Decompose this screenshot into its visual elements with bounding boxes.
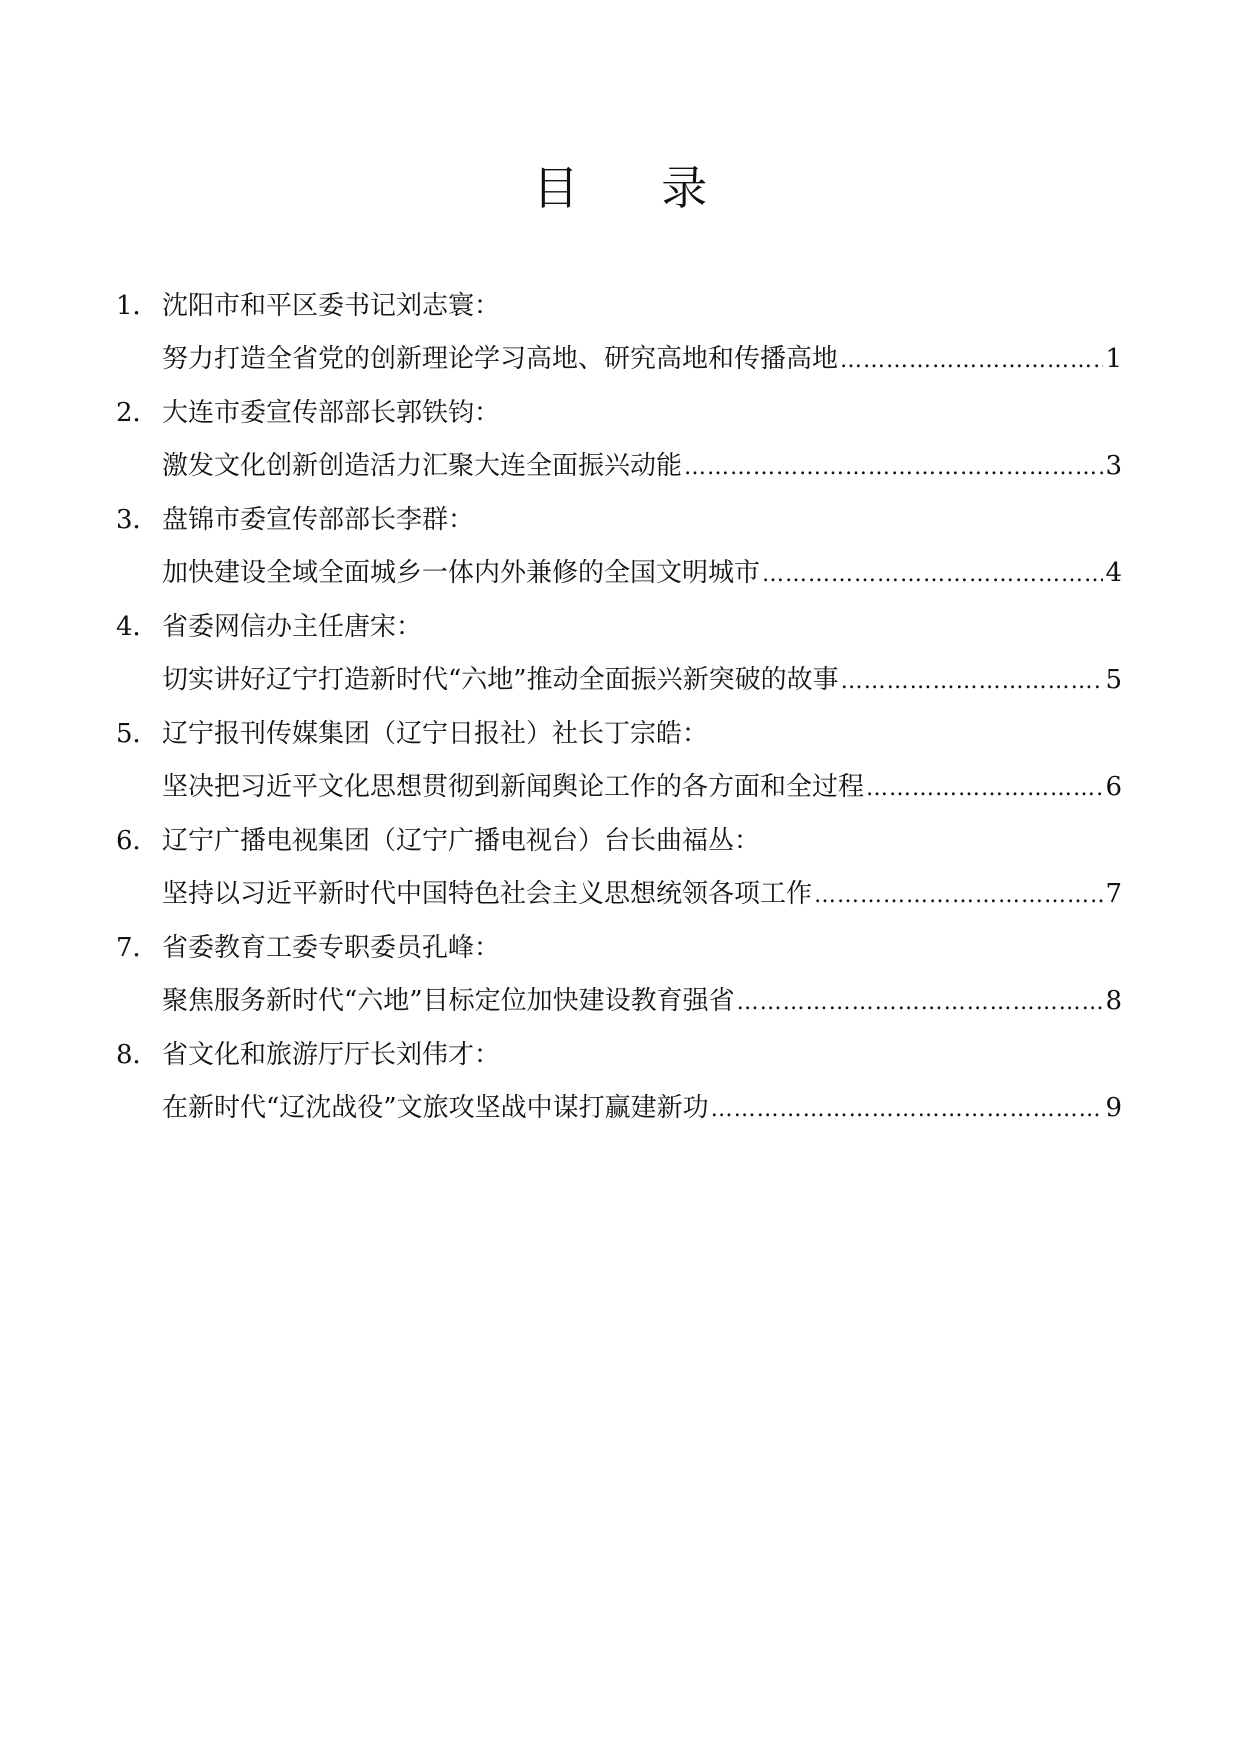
page-number: 7 [1105, 879, 1122, 909]
page-number: 3 [1105, 451, 1122, 481]
entry-number: 3． [116, 505, 159, 535]
article-title: 在新时代“辽沈战役”文旅攻坚战中谋打赢建新功 [162, 1093, 709, 1123]
article-title: 加快建设全域全面城乡一体内外兼修的全国文明城市 [162, 558, 761, 588]
toc-entry-1[interactable] [0, 286, 1240, 393]
entry-article-line[interactable] [162, 339, 1122, 379]
entry-number: 5． [116, 719, 159, 749]
article-title: 努力打造全省党的创新理论学习高地、研究高地和传播高地 [162, 344, 839, 374]
entry-number: 1． [116, 291, 159, 321]
entry-author: 省文化和旅游厅厅长刘伟才： [162, 1040, 501, 1070]
page-title: 目 录 [532, 161, 742, 215]
entry-number: 4． [116, 612, 159, 642]
leader-dots [684, 448, 1103, 488]
table-of-contents [0, 286, 1240, 1142]
entry-heading [116, 607, 422, 647]
entry-number: 6． [116, 826, 159, 856]
toc-entry-3[interactable] [0, 500, 1240, 607]
entry-author: 省委网信办主任唐宋： [162, 612, 423, 642]
page-number: 1 [1105, 344, 1122, 374]
leader-dots [814, 876, 1103, 916]
toc-entry-2[interactable] [0, 393, 1240, 500]
entry-article-line[interactable] [162, 446, 1122, 486]
entry-heading [116, 714, 708, 754]
toc-entry-6[interactable] [0, 821, 1240, 928]
article-title: 激发文化创新创造活力汇聚大连全面振兴动能 [162, 451, 683, 481]
page-number: 9 [1105, 1093, 1122, 1123]
entry-article-line[interactable] [162, 1088, 1122, 1128]
article-title: 切实讲好辽宁打造新时代“六地”推动全面振兴新突破的故事 [162, 665, 839, 695]
leader-dots [762, 555, 1103, 595]
entry-article-line[interactable] [162, 660, 1122, 700]
entry-heading [116, 928, 500, 968]
toc-entry-4[interactable] [0, 607, 1240, 714]
entry-heading [116, 1035, 500, 1075]
page-number: 4 [1105, 558, 1122, 588]
page-number: 6 [1105, 772, 1122, 802]
entry-article-line[interactable] [162, 767, 1122, 807]
entry-number: 2． [116, 398, 159, 428]
entry-heading [116, 500, 474, 540]
entry-author: 大连市委宣传部部长郭铁钧： [162, 398, 501, 428]
entry-author: 辽宁报刊传媒集团（辽宁日报社）社长丁宗皓： [162, 719, 709, 749]
entry-author: 盘锦市委宣传部部长李群： [162, 505, 475, 535]
toc-entry-7[interactable] [0, 928, 1240, 1035]
entry-author: 沈阳市和平区委书记刘志寰： [162, 291, 501, 321]
toc-entry-8[interactable] [0, 1035, 1240, 1142]
entry-number: 8． [116, 1040, 159, 1070]
article-title: 聚焦服务新时代“六地”目标定位加快建设教育强省 [162, 986, 735, 1016]
leader-dots [840, 341, 1103, 381]
entry-article-line[interactable] [162, 553, 1122, 593]
entry-number: 7． [116, 933, 159, 963]
leader-dots [737, 983, 1104, 1023]
article-title: 坚持以习近平新时代中国特色社会主义思想统领各项工作 [162, 879, 813, 909]
leader-dots [841, 662, 1104, 702]
entry-heading [116, 393, 500, 433]
leader-dots [711, 1090, 1104, 1130]
toc-entry-5[interactable] [0, 714, 1240, 821]
page-number: 8 [1105, 986, 1122, 1016]
entry-heading [116, 821, 760, 861]
entry-article-line[interactable] [162, 981, 1122, 1021]
entry-heading [116, 286, 500, 326]
entry-article-line[interactable] [162, 874, 1122, 914]
entry-author: 辽宁广播电视集团（辽宁广播电视台）台长曲福丛： [162, 826, 761, 856]
page-number: 5 [1105, 665, 1122, 695]
article-title: 坚决把习近平文化思想贯彻到新闻舆论工作的各方面和全过程 [162, 772, 865, 802]
leader-dots [866, 769, 1103, 809]
entry-author: 省委教育工委专职委员孔峰： [162, 933, 501, 963]
